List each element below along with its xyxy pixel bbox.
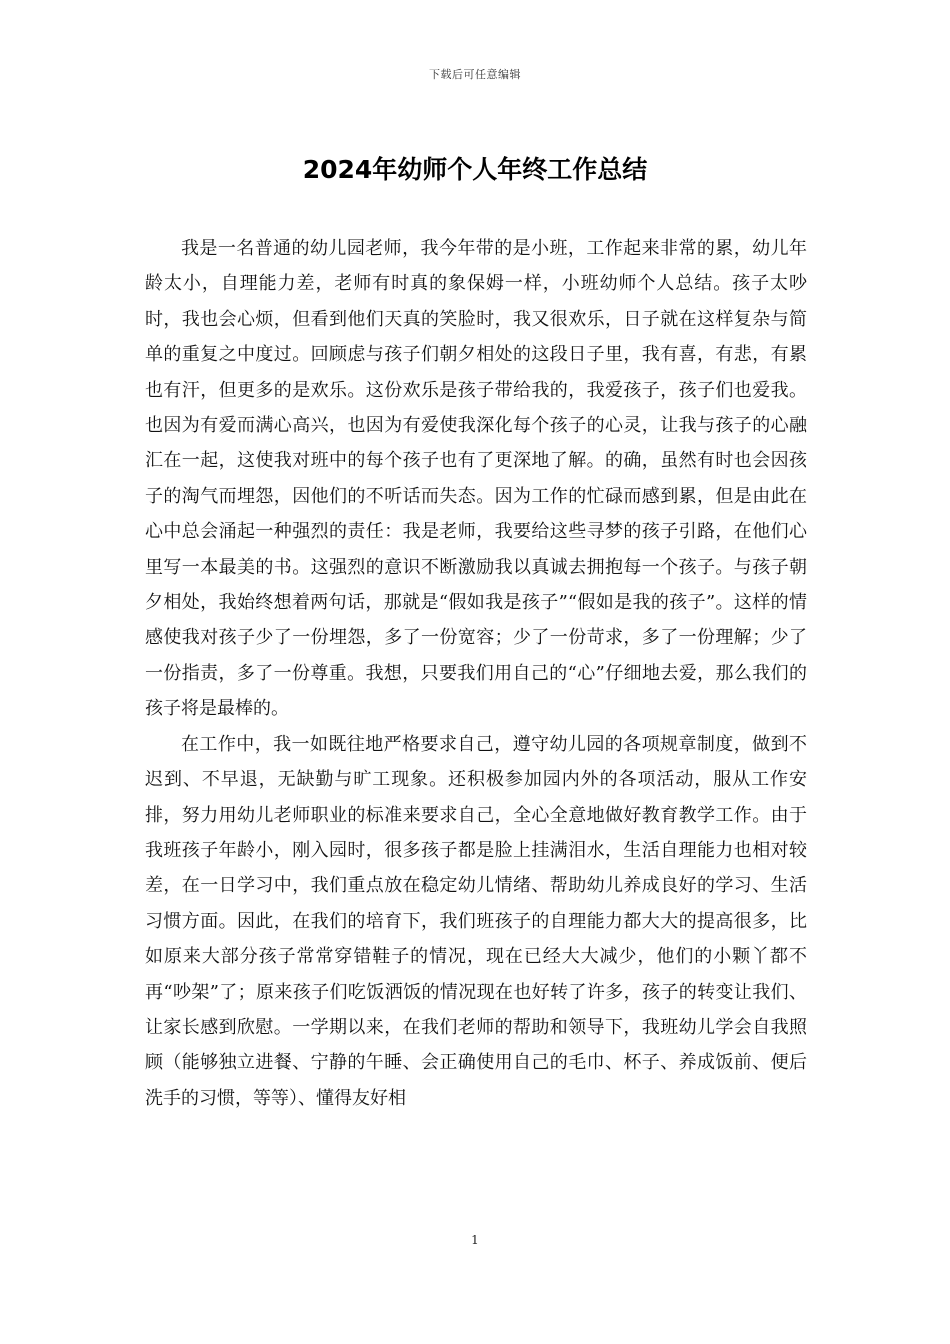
document-body [145, 231, 807, 1116]
document-title: 2024年幼师个人年终工作总结 [302, 155, 648, 184]
body-paragraph-1: 我是一名普通的幼儿园老师，我今年带的是小班，工作起来非常的累，幼儿年龄太小，自理能力差，老师有时真的象保姆一样，小班幼师个人总结。孩子太吵时，我也会心烦，但看到他们天真的笑脸时，我又很欢乐，日子就在这样复杂与简单的重复之中度过。回顾虑与孩子们朝夕相处的这段日子里，我有喜，有悲，有累也有汗，但更多的是欢乐。这份欢乐是孩子带给我的，我爱孩子，孩子们也爱我。也因为有爱而满心高兴，也因为有爱使我深化每个孩子的心灵，让我与孩子的心融汇在一起，这使我对班中的每个孩子也有了更深地了解。的确，虽然有时也会因孩子的淘气而埋怨，因他们的不听话而失态。因为工作的忙碌而感到累，但是由此在心中总会涌起一种强烈的责任：我是老师，我要给这些寻梦的孩子引路，在他们心里写一本最美的书。这强烈的意识不断激励我以真诚去拥抱每一个孩子。与孩子朝夕相处，我始终想着两句话，那就是“假如我是孩子”“假如是我的孩子”。这样的情感使我对孩子少了一份埋怨，多了一份宽容；少了一份苛求，多了一份理解；少了一份指责，多了一份尊重。我想，只要我们用自己的“心”仔细地去爱，那么我们的孩子将是最棒的。 [145, 238, 807, 720]
body-paragraph-2: 在工作中，我一如既往地严格要求自己，遵守幼儿园的各项规章制度，做到不迟到、不早退，无缺勤与旷工现象。还积极参加园内外的各项活动，服从工作安排，努力用幼儿老师职业的标准来要求自己，全心全意地做好教育教学工作。由于我班孩子年龄小，刚入园时，很多孩子都是脸上挂满泪水，生活自理能力也相对较差，在一日学习中，我们重点放在稳定幼儿情绪、帮助幼儿养成良好的学习、生活习惯方面。因此，在我们的培育下，我们班孩子的自理能力都大大的提高很多，比如原来大部分孩子常常穿错鞋子的情况，现在已经大大减少，他们的小颗丫都不再“吵架”了；原来孩子们吃饭洒饭的情况现在也好转了许多，孩子的转变让我们、让家长感到欣慰。一学期以来，在我们老师的帮助和领导下，我班幼儿学会自我照顾（能够独立进餐、宁静的午睡、会正确使用自己的毛巾、杯子、养成饭前、便后洗手的习惯，等等）、懂得友好相 [145, 733, 807, 1109]
page-header-note: 下载后可任意编辑 [429, 68, 521, 81]
page-number: 1 [471, 1233, 479, 1247]
